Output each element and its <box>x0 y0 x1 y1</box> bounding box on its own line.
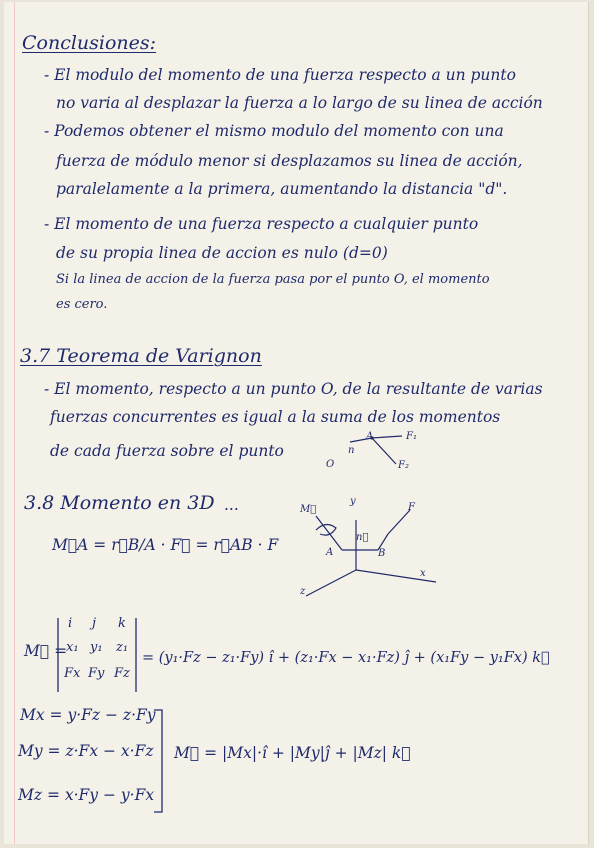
moment-sum: M⃗ = |Mx|·î + |My|ĵ + |Mz| k⃗ <box>174 744 411 762</box>
bullet-2-line-3: paralelamente a la primera, aumentando la distancia "d". <box>56 180 508 198</box>
momento-3d-title: 3.8 Momento en 3D <box>24 492 215 514</box>
sketch-label-f2: F₂ <box>398 460 409 471</box>
det-y1: y₁ <box>90 640 103 655</box>
bullet-2-line-1: - Podemos obtener el mismo modulo del momento con una <box>44 122 504 140</box>
diagram-label-x: x <box>420 568 426 579</box>
force-1-line <box>372 436 402 438</box>
det-fz: Fz <box>114 666 130 681</box>
components-bracket <box>150 706 166 816</box>
det-k: k <box>118 616 126 631</box>
force-2-line <box>372 438 396 464</box>
sketch-label-f1: F₁ <box>406 431 417 442</box>
diagram-label-a: A <box>326 547 334 558</box>
varignon-line-1: - El momento, respecto a un punto O, de la resultante de varias <box>44 380 543 398</box>
bullet-3-line-3: Si la linea de accion de la fuerza pasa por el punto O, el momento <box>56 272 490 287</box>
diagram-label-b: B <box>378 548 386 559</box>
sketch-label-o: O <box>326 459 335 470</box>
momento-formula: M⃗A = r⃗B/A · F⃗ = r⃗AB · F <box>52 536 279 554</box>
determinant-lhs: M⃗ = <box>24 642 68 660</box>
det-fx: Fx <box>64 666 81 681</box>
bullet-1-line-1: - El modulo del momento de una fuerza respecto a un punto <box>44 66 516 84</box>
diagram-label-y: y <box>350 496 356 507</box>
bullet-3-line-4: es cero. <box>56 297 108 312</box>
z-axis-line <box>306 570 356 596</box>
component-mz: Mz = x·Fy − y·Fx <box>18 786 155 804</box>
sketch-label-a: A <box>366 431 374 442</box>
momento-3d-dots: ... <box>224 496 239 514</box>
bullet-3-line-2: de su propia linea de accion es nulo (d=0) <box>56 244 388 262</box>
conclusiones-title: Conclusiones: <box>22 32 157 54</box>
moment-vector <box>316 516 342 550</box>
det-z1: z₁ <box>116 640 129 655</box>
varignon-line-2: fuerzas concurrentes es igual a la suma de los momentos <box>50 408 501 426</box>
det-i: i <box>68 616 73 631</box>
diagram-label-z: z <box>300 586 306 597</box>
component-my: My = z·Fx − x·Fz <box>18 742 154 760</box>
det-x1: x₁ <box>66 640 79 655</box>
varignon-line-3: de cada fuerza sobre el punto <box>50 442 284 460</box>
bullet-3-line-1: - El momento de una fuerza respecto a cualquier punto <box>44 215 479 233</box>
component-mx: Mx = y·Fz − z·Fy <box>20 706 156 724</box>
components-bracket-line <box>154 710 162 812</box>
diagram-label-m: M⃗ <box>300 504 317 515</box>
diagram-label-n: n⃗ <box>356 532 369 543</box>
det-fy: Fy <box>88 666 105 681</box>
force-vector-f <box>388 510 410 534</box>
determinant-expansion: = (y₁·Fz − z₁·Fy) î + (z₁·Fx − x₁·Fz) ĵ + (x₁Fy − y₁Fx) k⃗ <box>142 650 550 666</box>
det-j: j <box>92 616 97 631</box>
bullet-1-line-2: no varia al desplazar la fuerza a lo largo de su linea de acción <box>56 94 543 112</box>
notebook-page <box>4 2 589 844</box>
diagram-label-f: F <box>408 502 415 513</box>
margin-line <box>14 2 15 844</box>
varignon-title: 3.7 Teorema de Varignon <box>20 345 262 367</box>
bullet-2-line-2: fuerza de módulo menor si desplazamos su linea de acción, <box>56 152 523 170</box>
sketch-label-n: n <box>348 445 355 456</box>
